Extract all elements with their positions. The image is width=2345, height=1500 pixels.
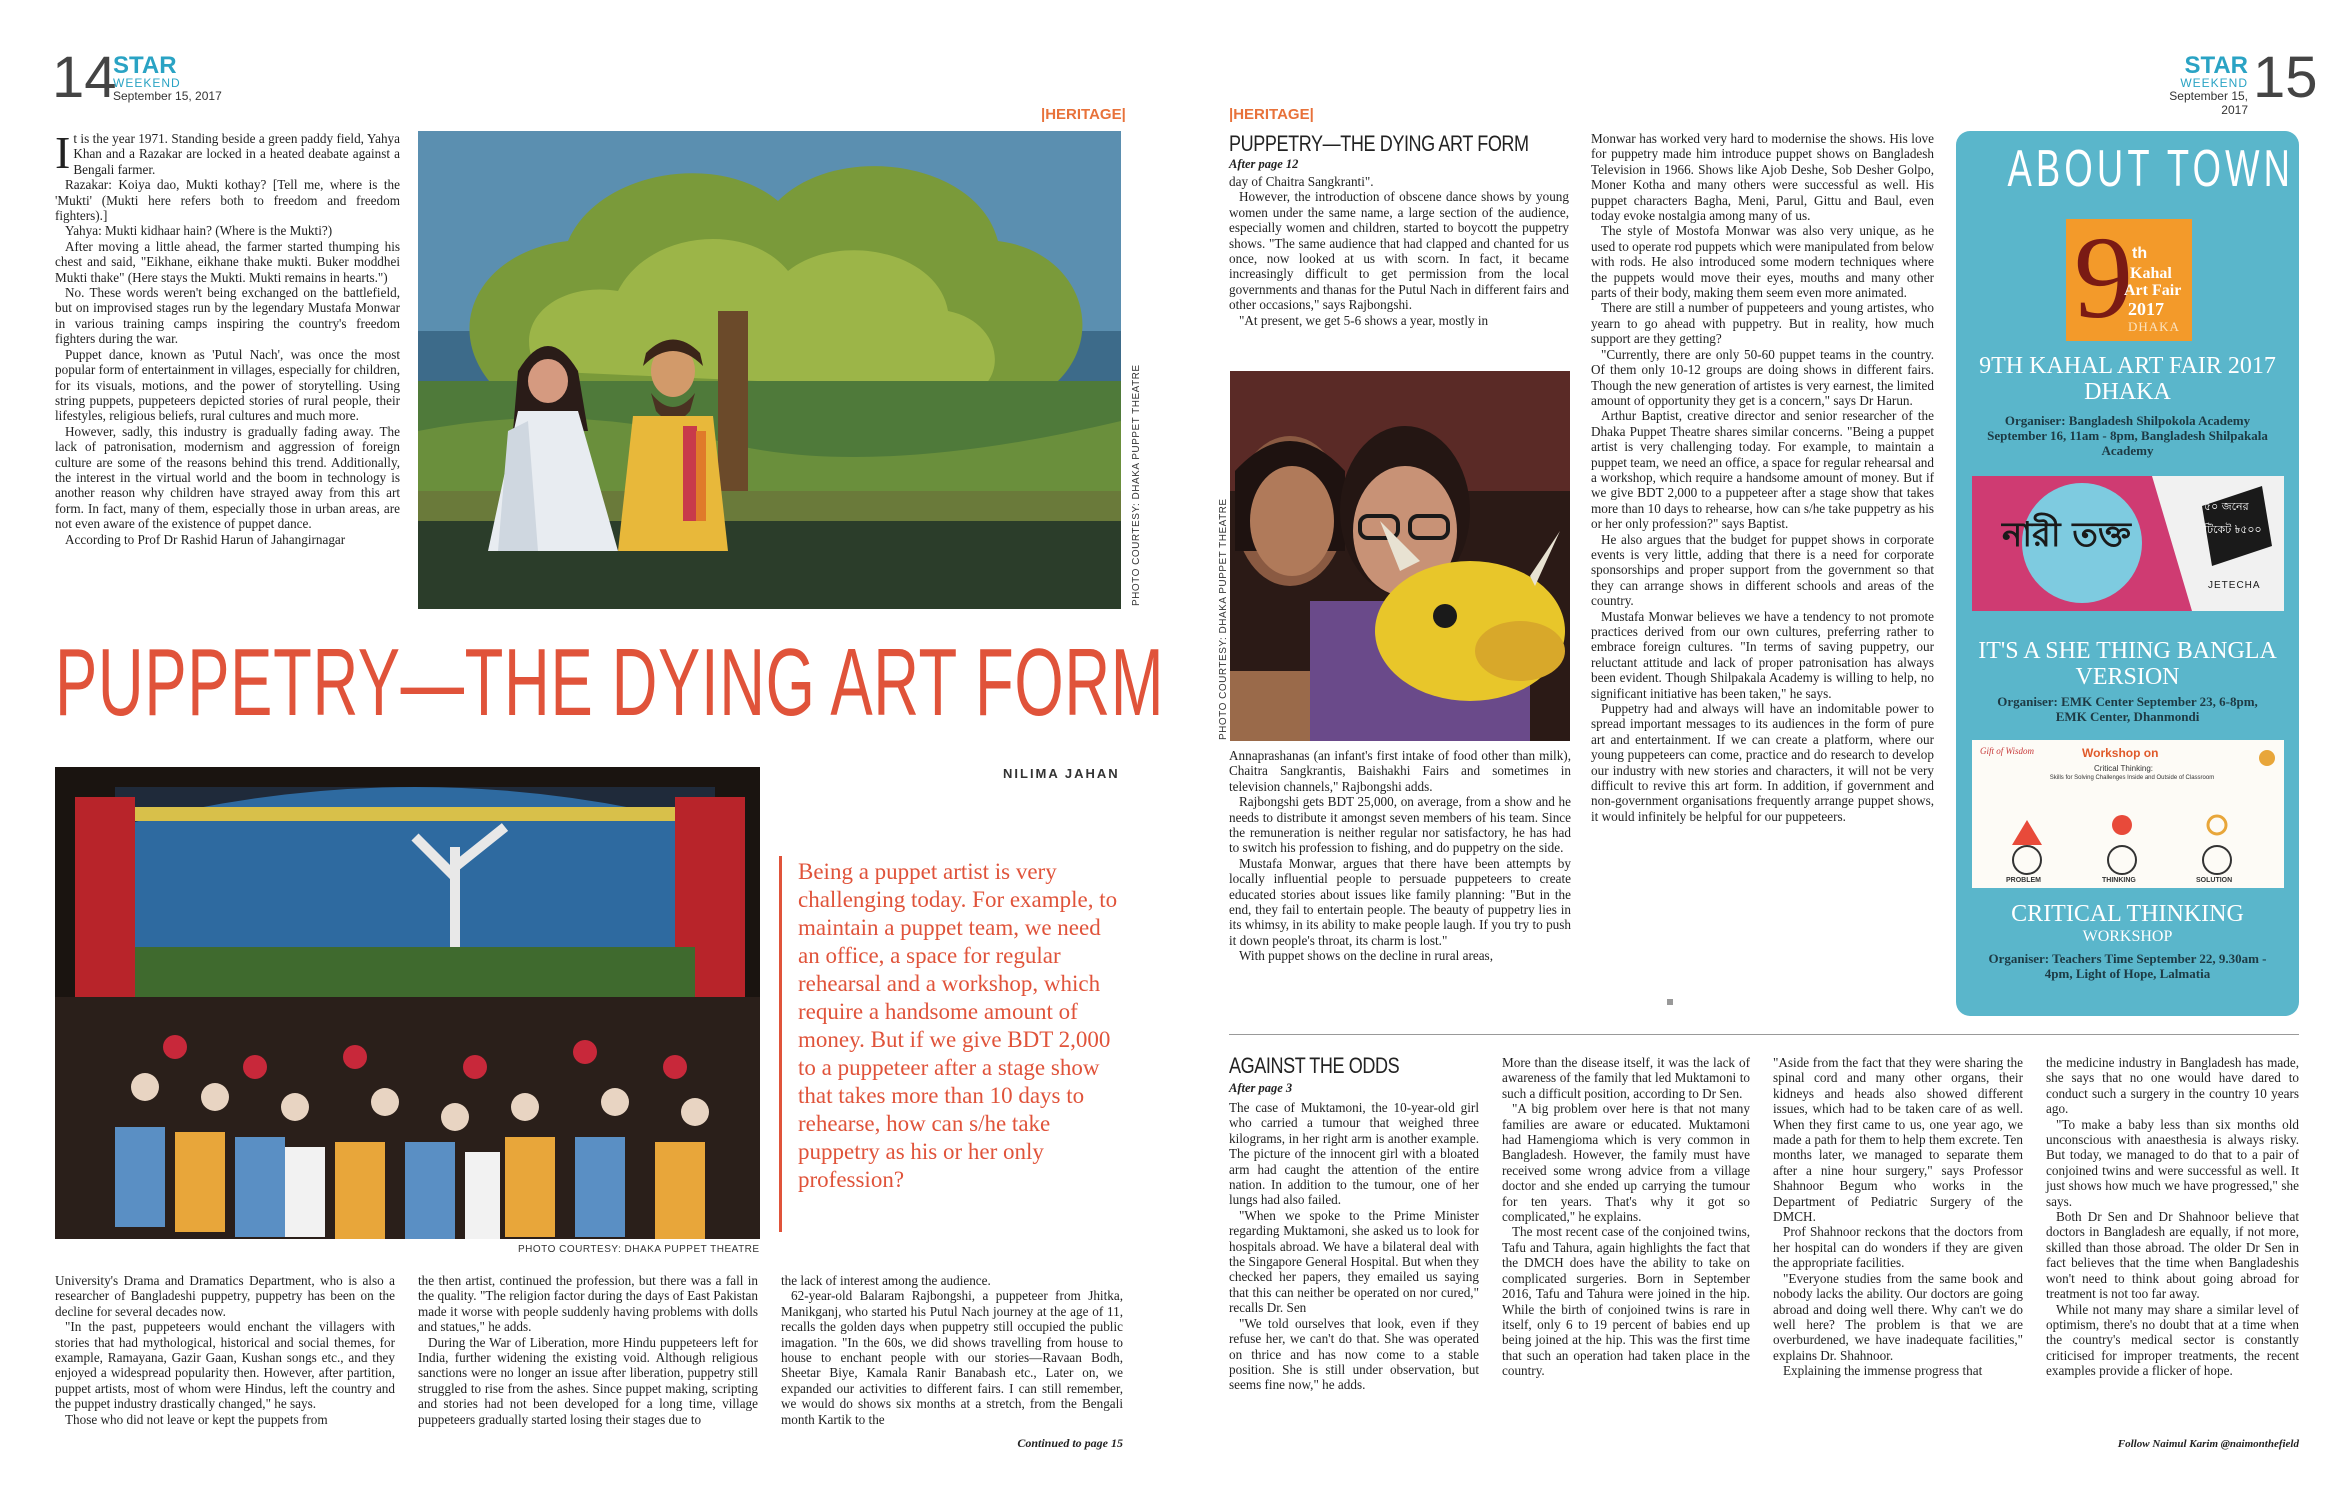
odds-c3-p3: "Everyone studies from the same book and nobody lacks the ability. Our doctors are going abroad and doing well there. Why can't we do well here? The problem is that we are overburdened, we have inadequate facilities," explains Dr. Shahnoor. <box>1773 1270 2023 1363</box>
poster1-th: th <box>2132 245 2148 262</box>
colB-p4: "Currently, there are only 50-60 puppet teams in the country. Of them only 10-12 groups are doing shows in different fairs. Though the new generation of artistes is very earnest, the limited amount of opportunity they get is a concern," says Dr Harun. <box>1591 346 1934 408</box>
poster3-label3: SOLUTION <box>2196 877 2233 884</box>
drop-cap: I <box>55 127 71 178</box>
intro-p8: According to Prof Dr Rashid Harun of Jahangirnagar <box>65 531 346 547</box>
poster3-icons <box>1972 740 2284 888</box>
poster3-sub2: Skills for Solving Challenges Inside and Outside of Classroom <box>2049 775 2215 781</box>
event1-info: Organiser: Bangladesh Shilpokola Academy September 16, 11am - 8pm, Bangladesh Shilpakala Academy <box>1987 413 2268 458</box>
poster3-corner: Gift of Wisdom <box>1980 746 2035 756</box>
colA-bottom-p2: Rajbongshi gets BDT 25,000, on average, from a show and he needs to distribute it amongst seven members of his team. Since the remuneration is neither regular nor satisfactory, he has had to switch his profession to fishing, and do puppetry on the side. <box>1229 794 1571 856</box>
odds-c1-p3: "We told ourselves that look, even if they refuse her, we can't do that. She was operated on thrice and has now come to a stable position. She is still under observation, but seems fine now," he adds. <box>1229 1315 1479 1393</box>
intro-p5: No. These words weren't being exchanged on the battlefield, but on improvised stages run by the legendary Mustafa Monwar in various training camps inspiring the country's freedom fighters during the war. <box>55 285 400 347</box>
odds-c3-p4: Explaining the immense progress that <box>1783 1363 1983 1379</box>
colA-bottom-p4: With puppet shows on the decline in rural areas, <box>1239 948 1493 964</box>
colB-p7: Mustafa Monwar believes we have a tendency to not promote practices derived from our own cultures, preferring rather to embrace foreign cultures. "In terms of saving puppetry, our reluctant attitude and lack of proper patronisation has always been evident. Though Shilpakala Academy is willing to help, no significant initiative has been taken," he says. <box>1591 608 1934 701</box>
intro-column <box>55 127 400 547</box>
odds-c2-p3: The most recent case of the conjoined twins, Tafu and Tahura, again highlights the fact that the DMCH does have the ability to take on complicated surgeries. Born in September 2016, Tafu and Tahura were joined in the hip. While the birth of conjoined twins is rare in itself, only 6 to 19 percent of babies end up being joined at the hip. This was the first time that such an operation had taken place in the country. <box>1502 1224 1750 1379</box>
masthead-star: STAR <box>2184 52 2248 79</box>
odds-c3-p1: "Aside from the fact that they were sharing the spinal cord and many other organs, their kidneys and heads also showed different issues, which had to be taken care of as well. When they first came to us, one year ago, we made a path for them to help them excrete. Ten months later, we managed to separate them after a nine hour surgery," says Professor Shahnoor Begum who works in the Department of Pediatric Surgery of the DMCH. <box>1773 1055 2023 1225</box>
kahal-art-fair-poster <box>2066 219 2192 341</box>
poster2-badge2: টিকেট ৳৫০০ <box>2204 523 2262 536</box>
poster1-nine: 9 <box>2074 219 2133 341</box>
intro-p7: However, sadly, this industry is gradually fading away. The lack of patronisation, modernism and aggression of foreign culture are some of the reasons behind this trend. Additionally, the interest in the virtual world and the boom in technology is another reason why children have strayed away from this art form. In fact, many of them, especially those in urban areas, are not even aware of the existence of puppet dance. <box>55 423 400 532</box>
colA-top-p2: However, the introduction of obscene dance shows by young women under the same name, a large section of the audience, especially women and children, started to boycott the puppetry shows. "The same audience that had clapped and chanted for us once, now looked at us with scorn. In fact, it became increasingly difficult to get permission from the local governments and thanas for the Putul Nach in different fairs and other occasions," says Rajbongshi. <box>1229 189 1569 313</box>
poster3-label1: PROBLEM <box>2006 877 2041 884</box>
poster1-year: 2017 <box>2128 299 2164 319</box>
odds-c2-p1: More than the disease itself, it was the lack of awareness of the family that led Muktamoni to such a difficult position, according to Dr Sen. <box>1502 1055 1750 1101</box>
event3-sub: WORKSHOP <box>2082 928 2173 945</box>
odds-c4-p2: "To make a baby less than six months old unconscious with anaesthesia is always risky. But today, we managed to do that to a pair of conjoined twins and were successful as well. It just shows how much we have progressed," she says. <box>2046 1116 2299 1209</box>
colB-p6: He also argues that the budget for puppet shows in corporate events is very little, adding that there is a need for corporate sponsorships and proper support from the government so that they can arrange shows in different schools and areas of the country. <box>1591 531 1934 609</box>
odds-col2 <box>1502 1055 1750 1379</box>
event3-info: Organiser: Teachers Time September 22, 9.30am - 4pm, Light of Hope, Lalmatia <box>1988 951 2267 981</box>
masthead-star: STAR <box>113 52 177 79</box>
critical-thinking-poster <box>1972 740 2284 888</box>
event3-title: CRITICAL THINKING <box>2011 901 2244 927</box>
odds-c4-p1: the medicine industry in Bangladesh has made, she says that no one would have dared to conduct such a surgery in the country 10 years ago. <box>2046 1055 2299 1117</box>
intro-p2: Razakar: Koiya dao, Mukti kothay? [Tell me, where is the 'Mukti' (Mukti here refers both to freedom and freedom fighters).] <box>55 177 400 224</box>
crowd-photo <box>55 767 760 1239</box>
colB-p2: The style of Mostofa Monwar was also very unique, as he used to operate rod puppets which were manipulated from below with rods. He also introduced some modern techniques where the puppets would move their eyes, mouths and many other parts of their body, making them seem even more animated. <box>1591 223 1934 301</box>
left-col2 <box>418 1273 758 1427</box>
children-photo <box>1230 371 1570 741</box>
event2-title: IT'S A SHE THING BANGLA VERSION <box>1978 638 2277 690</box>
right-masthead <box>2148 52 2248 117</box>
colA-bottom-p3: Mustafa Monwar, argues that there have been attempts by locally influential people to persuade puppeteers to create educated stories about issues like family planning: "But in the end, they fail to entertain people. The beauty of puppetry lies in its whimsy, in its ability to make people laugh. If you try to push it down people's throat, its charm is lost." <box>1229 855 1571 948</box>
poster2-badge1: ৫০ জনের <box>2204 500 2249 513</box>
puppet-stage-illustration <box>418 131 1121 609</box>
col2-p1: the then artist, continued the profession, but there was a fall in the quality. "The religion factor during the days of East Pakistan made it worse with people suddenly having problems with dolls and statues," he adds. <box>418 1273 758 1335</box>
col1-p1: University's Drama and Dramatics Department, who is also a researcher of Bangladeshi puppetry, puppetry has been on the decline for several decades now. <box>55 1273 395 1319</box>
poster2-brand: JETECHA <box>2208 580 2261 591</box>
event2-info: Organiser: EMK Center September 23, 6-8pm, EMK Center, Dhanmondi <box>1997 694 2258 724</box>
colA-top-p1: day of Chaitra Sangkranti". <box>1229 174 1374 189</box>
left-col3 <box>781 1273 1123 1427</box>
masthead-weekend: WEEKEND <box>2180 76 2248 90</box>
colB-p8: Puppetry had and always will have an indomitable power to spread important messages to its audiences in the form of pure art and entertainment. If we can create a platform, where our young puppeteers can come, practice and do research to develop our industry with new stories and characters, it will not be very difficult to revive this art form. In addition, if government and non-government organisations frequently arrange puppet shows, it would infinitely be helpful for our puppeteers. <box>1591 701 1934 824</box>
left-page <box>0 0 1170 1500</box>
right-page <box>1170 0 2345 1500</box>
intro-p6: Puppet dance, known as 'Putul Nach', was once the most popular form of entertainment in villages, especially for children, for its visuals, motions, and the power of storytelling. Using string puppets, puppeteers depicted stories of rural people, their lifestyles, religious beliefs, rural cultures and much more. <box>55 346 400 424</box>
section-tag-label: HERITAGE <box>1233 106 1310 123</box>
colB-p1: Monwar has worked very hard to modernise the shows. His love for puppetry made him introduce puppet shows on Bangladesh Television in 1966. Shows like Ajob Deshe, Sob Desher Golpo, Moner Kotha and many others were successful as well. His puppet characters Bagha, Meni, Parul, Gittu and Baul, even today evoke nostalgia among many of us. <box>1591 131 1934 224</box>
photo1-credit: PHOTO COURTESY: DHAKA PUPPET THEATRE <box>1131 364 1142 606</box>
left-page-number: 14 <box>52 45 117 110</box>
col3-p2: 62-year-old Balaram Rajbongshi, a puppeteer from Jhitka, Manikganj, who started his Putul Nach journey at the age of 11, recalls the golden days when puppetry still occupied the public imagation. "In the 60s, we did shows travelling from house to house to enchant people with our stories—Ravaan Bodh, Sheetar Biye, Kamala Ranir Banabash etc., Later on, we expanded our activities to different fairs. I can still remember, we would do shows six months at a stretch, from the Bengali month Kartik to the <box>781 1288 1123 1427</box>
pull-quote-bar <box>779 856 782 1232</box>
left-col1 <box>55 1273 395 1427</box>
children-puppet-illustration <box>1230 371 1570 741</box>
section-tag: |HERITAGE| <box>1229 106 1314 123</box>
pull-quote: Being a puppet artist is very challenging today. For example, to maintain a puppet team, we need an office, a space for regular rehearsal and a workshop, which require a handsome amount of money. But if we give BDT 2,000 to a puppeteer after a stage show that takes more than 10 days to rehearse, how can s/he take puppetry as his or her only profession? <box>798 859 1118 1192</box>
col1-p2: "In the past, puppeteers would enchant the villagers with stories that had mythological, historical and social themes, for example, Ramayana, Gazir Gaan, Kushan songs etc., and they enjoyed a widespread popularity then. However, after partition, puppet artists, most of whom were Hindus, left the country and the puppet industry drastically changed," he says. <box>55 1319 395 1412</box>
col2-p2: During the War of Liberation, more Hindu puppeteers left for India, further widening the existing void. Although religious sanctions were no longer an issue after liberation, puppetry still struggled to rise from the ashes. Since puppet making, scripting and stories had not been developed for a long time, village puppeteers gradually started losing their stages due to <box>418 1334 758 1427</box>
end-mark <box>1667 999 1673 1005</box>
poster3-label2: THINKING <box>2102 877 2136 884</box>
odds-c4-p3: Both Dr Sen and Dr Shahnoor believe that doctors in Bangladesh are equally, if not more, skilled than those abroad. The older Dr Sen in fact believes that the time when Bangladeshis won't need to think about going abroad for treatment is not too far away. <box>2046 1209 2299 1302</box>
event1-title: 9TH KAHAL ART FAIR 2017 DHAKA <box>1979 353 2276 405</box>
section-divider <box>1229 1034 2299 1035</box>
puppet-photo <box>418 131 1121 609</box>
right-page-number: 15 <box>2253 45 2318 110</box>
puppetry-after-page: After page 12 <box>1229 157 1299 171</box>
byline: NILIMA JAHAN <box>1003 766 1120 781</box>
masthead-date: September 15, 2017 <box>113 89 222 103</box>
colB-p5: Arthur Baptist, creative director and senior researcher of the Dhaka Puppet Theatre shares similar concerns. "Being a puppet artist is very challenging today. For example, to maintain a puppet team, we need an office, a space for regular rehearsal and a workshop, which require a handsome amount of money. But if we give BDT 2,000 to a puppeteer after a stage show that takes more than 10 days to rehearse, how can s/he take puppetry as his or her only profession?" says Baptist. <box>1591 408 1934 532</box>
masthead-date: September 15, 2017 <box>2169 89 2248 117</box>
odds-col1 <box>1229 1100 1479 1393</box>
continued-link[interactable]: Continued to page 15 <box>1017 1436 1123 1450</box>
section-tag: |HERITAGE| <box>1041 106 1126 123</box>
crowd-stage-illustration <box>55 767 760 1239</box>
headline: PUPPETRY—THE DYING ART FORM <box>55 629 1165 736</box>
colA-bottom-p1: Annaprashanas (an infant's first intake of food other than milk), Chaitra Sangkrantis, Baishakhi Fairs and sometimes in television channels," Rajbongshi adds. <box>1229 748 1571 794</box>
poster1-city: DHAKA <box>2128 319 2180 334</box>
puppetry-colA-bottom <box>1229 748 1571 964</box>
odds-c3-p2: Prof Shahnoor reckons that the doctors from her hospital can do wonders if they are given the appropriate facilities. <box>1773 1224 2023 1271</box>
masthead-weekend: WEEKEND <box>113 76 181 90</box>
poster3-title: Workshop on <box>2082 746 2159 760</box>
she-thing-poster <box>1972 476 2284 611</box>
puppetry-cont-title: PUPPETRY—THE DYING ART FORM <box>1229 131 1529 156</box>
follow-handle[interactable]: Follow Naimul Karim @naimonthefield <box>2117 1438 2299 1450</box>
poster1-line2: Art Fair <box>2124 282 2182 299</box>
puppetry-colB <box>1591 131 1934 824</box>
odds-c2-p2: "A big problem over here is that not many families are aware or educated. Muktamoni had Hamengioma which is very common in Bangladesh. However, the family must have received some wrong advice from a village doctor and she ended up carrying the tumour for ten years. That's why it got so complicated," he explains. <box>1502 1101 1750 1225</box>
poster1-line1: Kahal <box>2130 265 2172 282</box>
odds-c1-p2: "When we spoke to the Prime Minister regarding Muktamoni, she asked us to look for hospitals abroad. We have a bilateral deal with the Singapore General Hospital. But when they checked her papers, they emailed us saying that this can neither be operated on nor cured," recalls Dr. Sen <box>1229 1207 1479 1316</box>
children-photo-credit: PHOTO COURTESY: DHAKA PUPPET THEATRE <box>1218 498 1229 740</box>
section-tag-label: HERITAGE <box>1045 106 1122 123</box>
poster2-bangla-title: নারী তক্ত <box>2002 515 2131 555</box>
col1-p3: Those who did not leave or kept the puppets from <box>65 1411 328 1427</box>
odds-title: AGAINST THE ODDS <box>1229 1053 1400 1078</box>
intro-p4: After moving a little ahead, the farmer started thumping his chest and said, "Eikhane, eikhane thake mukti. Buker moddhei Mukti thake" (Here stays the Mukti. Mukti remains in hearts.") <box>55 238 400 285</box>
about-town-box <box>1956 131 2299 1016</box>
odds-after-page: After page 3 <box>1229 1081 1293 1095</box>
intro-p1: t is the year 1971. Standing beside a green paddy field, Yahya Khan and a Razakar are locked in a heated deabate against a Bengali farmer. <box>73 131 400 177</box>
about-town-title: ABOUT TOWN <box>2007 140 2295 198</box>
left-masthead <box>113 52 222 103</box>
colA-top-p3: "At present, we get 5-6 shows a year, mostly in <box>1239 312 1489 328</box>
poster3-sub1: Critical Thinking: <box>2094 764 2153 773</box>
odds-col3 <box>1773 1055 2023 1379</box>
odds-col4 <box>2046 1055 2299 1379</box>
puppetry-colA-top <box>1229 174 1569 328</box>
colB-p3: There are still a number of puppeteers and young artistes, who yearn to go ahead with puppetry. But in reality, how much support are they getting? <box>1591 300 1934 347</box>
col3-p1: the lack of interest among the audience. <box>781 1273 991 1288</box>
intro-p3: Yahya: Mukti kidhaar hain? (Where is the Mukti?) <box>65 223 333 239</box>
photo2-credit: PHOTO COURTESY: DHAKA PUPPET THEATRE <box>518 1244 760 1255</box>
odds-c1-p1: The case of Muktamoni, the 10-year-old girl who carried a tumour that weighed three kilograms, in her right arm is another example. The picture of the innocent girl with a bloated arm had caught the attention of the entire nation. In addition to the tumour, one of her lungs had also failed. <box>1229 1100 1479 1208</box>
odds-c4-p4: While not many may share a similar level of optimism, there's no doubt that at a time when the country's medical sector is constantly criticised for improper treatments, the recent examples provide a flicker of hope. <box>2046 1301 2299 1379</box>
